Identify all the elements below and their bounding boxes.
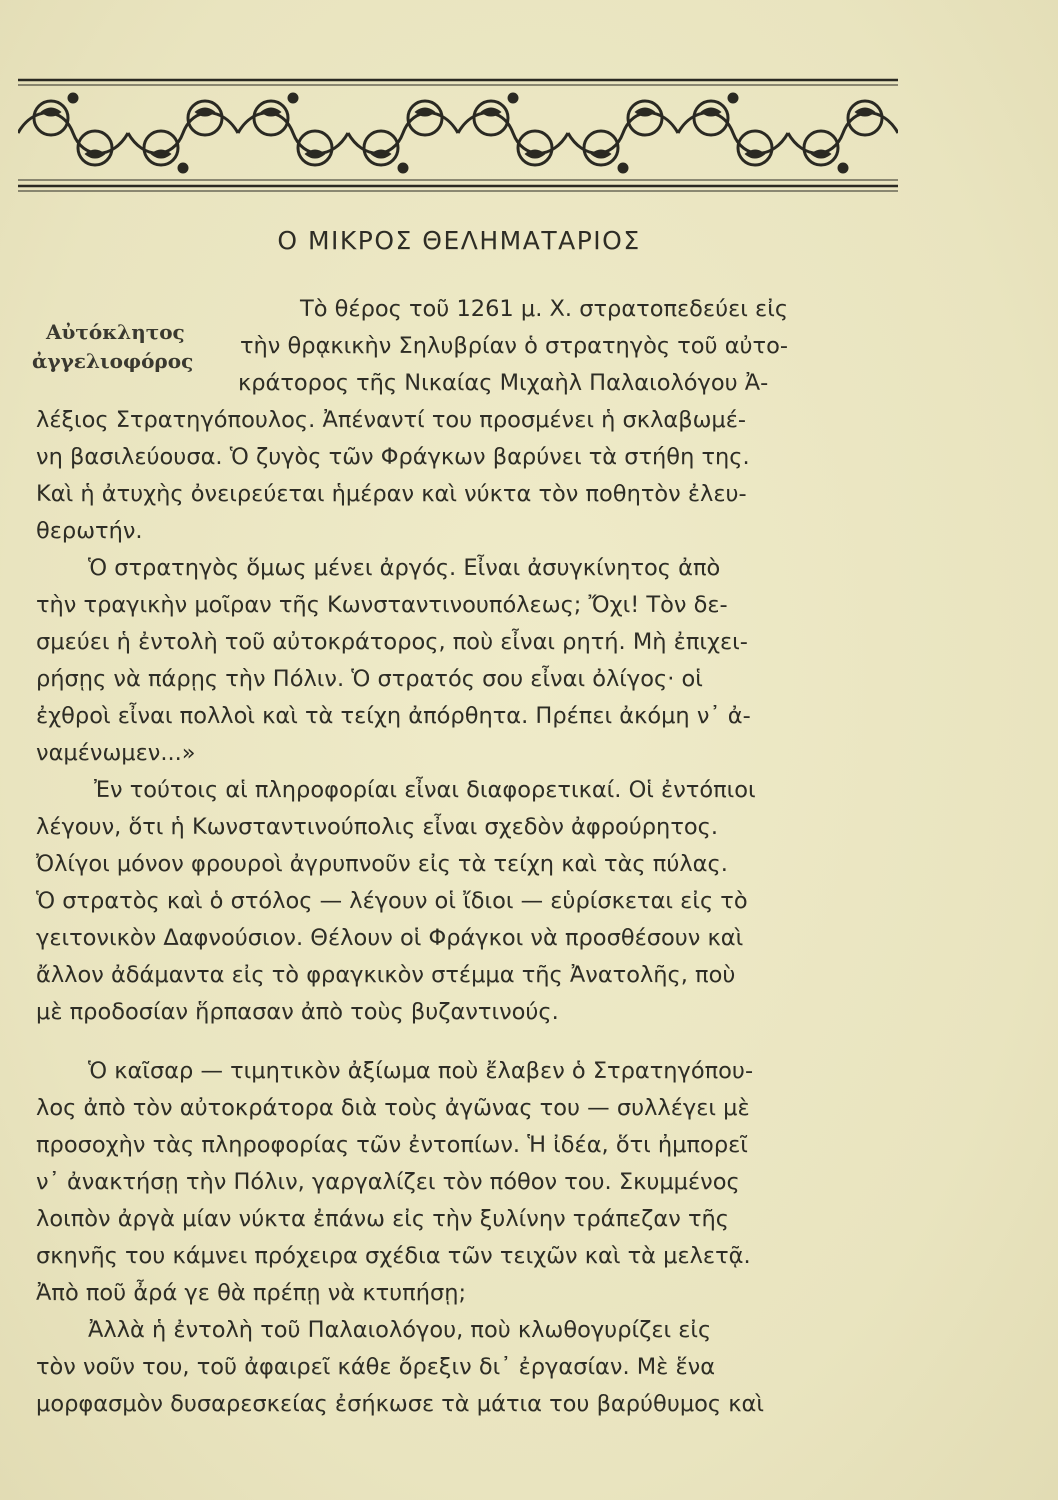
margin-note-line-2: ἀγγελιοφόρος (32, 349, 194, 373)
floral-ornament-band (18, 76, 898, 194)
text-line: Ὁ καῖσαρ — τιμητικὸν ἀξίωμα ποὺ ἔλαβεν ὁ Στρατηγόπου- (88, 1058, 754, 1084)
text-line: γειτονικὸν Δαφνούσιον. Θέλουν οἱ Φράγκοι νὰ προσθέσουν καὶ (36, 925, 744, 951)
text-line: ἐχθροὶ εἶναι πολλοὶ καὶ τὰ τείχη ἀπόρθητα. Πρέπει ἀκόμη ν᾽ ἀ- (36, 703, 751, 729)
text-line: Ἀπὸ ποῦ ἆρά γε θὰ πρέπῃ νὰ κτυπήσῃ; (36, 1280, 467, 1306)
text-line: σμεύει ἡ ἐντολὴ τοῦ αὐτοκράτορος, ποὺ εἶναι ρητή. Μὴ ἐπιχει- (36, 629, 748, 655)
text-line: Ὁ στρατηγὸς ὅμως μένει ἀργός. Εἶναι ἀσυγκίνητος ἀπὸ (88, 555, 721, 581)
text-line: ναμένωμεν...» (36, 740, 196, 766)
text-line: λέξιος Στρατηγόπουλος. Ἀπέναντί του προσμένει ἡ σκλαβωμέ- (36, 407, 747, 433)
text-line: τὴν τραγικὴν μοῖραν τῆς Κωνσταντινουπόλεως; Ὄχι! Τὸν δε- (36, 592, 728, 618)
text-line: προσοχὴν τὰς πληροφορίας τῶν ἐντοπίων. Ἡ ἰδέα, ὅτι ἠμπορεῖ (36, 1132, 748, 1158)
text-line: Ὁ στρατὸς καὶ ὁ στόλος — λέγουν οἱ ἴδιοι — εὑρίσκεται εἰς τὸ (36, 888, 748, 914)
text-line: Ἐν τούτοις αἱ πληροφορίαι εἶναι διαφορετικαί. Οἱ ἐντόπιοι (94, 777, 756, 803)
page-title: Ο ΜΙΚΡΟΣ ΘΕΛΗΜΑΤΑΡΙΟΣ (277, 226, 641, 255)
margin-note (32, 318, 242, 376)
text-line: νη βασιλεύουσα. Ὁ ζυγὸς τῶν Φράγκων βαρύνει τὰ στήθη της. (36, 444, 750, 470)
text-line: τὸν νοῦν του, τοῦ ἀφαιρεῖ κάθε ὄρεξιν δι᾽ ἐργασίαν. Μὲ ἕνα (36, 1354, 716, 1380)
text-line: σκηνῆς του κάμνει πρόχειρα σχέδια τῶν τειχῶν καὶ τὰ μελετᾷ. (36, 1243, 751, 1269)
text-line: τὴν θρᾳκικὴν Σηλυβρίαν ὁ στρατηγὸς τοῦ αὐτο- (240, 333, 788, 359)
text-line: Καὶ ἡ ἀτυχὴς ὀνειρεύεται ἡμέραν καὶ νύκτα τὸν ποθητὸν ἐλευ- (36, 481, 747, 507)
text-line: θερωτήν. (36, 518, 143, 544)
text-line: λος ἀπὸ τὸν αὐτοκράτορα διὰ τοὺς ἀγῶνας του — συλλέγει μὲ (36, 1095, 750, 1121)
text-line: Ἀλλὰ ἡ ἐντολὴ τοῦ Παλαιολόγου, ποὺ κλωθογυρίζει εἰς (88, 1317, 712, 1343)
text-line: Τὸ θέρος τοῦ 1261 μ. Χ. στρατοπεδεύει εἰς (300, 296, 789, 322)
margin-note-line-1: Αὐτόκλητος (46, 320, 185, 344)
text-line: μορφασμὸν δυσαρεσκείας ἐσήκωσε τὰ μάτια του βαρύθυμος καὶ (36, 1391, 764, 1417)
text-line: ν᾽ ἀνακτήσῃ τὴν Πόλιν, γαργαλίζει τὸν πόθον του. Σκυμμένος (36, 1169, 740, 1195)
text-line: μὲ προδοσίαν ἥρπασαν ἀπὸ τοὺς βυζαντινούς. (36, 999, 559, 1025)
text-line: λέγουν, ὅτι ἡ Κωνσταντινούπολις εἶναι σχεδὸν ἀφρούρητος. (36, 814, 718, 840)
text-line: Ὀλίγοι μόνον φρουροὶ ἀγρυπνοῦν εἰς τὰ τείχη καὶ τὰς πύλας. (36, 851, 728, 877)
scroll-vine-icon (18, 94, 898, 172)
text-line: ἄλλον ἀδάμαντα εἰς τὸ φραγκικὸν στέμμα τῆς Ἀνατολῆς, ποὺ (36, 962, 736, 988)
text-line: κράτορος τῆς Νικαίας Μιχαὴλ Παλαιολόγου Ἀ- (238, 370, 769, 396)
text-line: λοιπὸν ἀργὰ μίαν νύκτα ἐπάνω εἰς τὴν ξυλίνην τράπεζαν τῆς (36, 1206, 729, 1232)
text-line: ρήσῃς νὰ πάρῃς τὴν Πόλιν. Ὁ στρατός σου εἶναι ὀλίγος· οἱ (36, 666, 703, 692)
